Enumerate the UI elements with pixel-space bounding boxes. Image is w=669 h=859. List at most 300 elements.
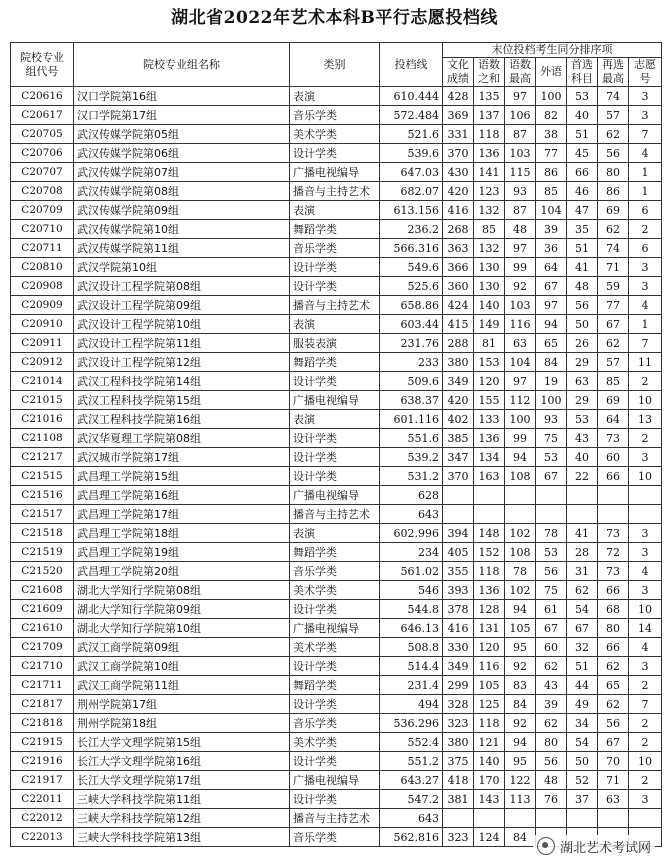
score-cell: 514.4 — [380, 657, 443, 676]
name-cell: 武汉城市学院第17组 — [74, 448, 290, 467]
culture-cell: 360 — [443, 277, 474, 296]
score-cell: 610.444 — [380, 87, 443, 106]
chinese-math-sum-cell: 85 — [474, 220, 505, 239]
choice-no-cell: 3 — [629, 448, 662, 467]
first-subject-cell — [567, 505, 598, 524]
score-cell: 509.6 — [380, 372, 443, 391]
score-cell: 546 — [380, 581, 443, 600]
category-cell: 音乐学类 — [290, 828, 380, 847]
code-cell: C21015 — [11, 391, 74, 410]
category-cell: 美术学类 — [290, 581, 380, 600]
code-cell: C21916 — [11, 752, 74, 771]
chinese-math-max-cell: 115 — [505, 163, 536, 182]
culture-cell: 405 — [443, 543, 474, 562]
chinese-math-sum-cell: 131 — [474, 619, 505, 638]
name-cell: 汉口学院第17组 — [74, 106, 290, 125]
choice-no-cell: 14 — [629, 619, 662, 638]
code-cell: C20912 — [11, 353, 74, 372]
code-cell: C21217 — [11, 448, 74, 467]
table-row — [11, 467, 662, 486]
category-cell: 舞蹈学类 — [290, 676, 380, 695]
choice-no-cell: 2 — [629, 372, 662, 391]
category-cell: 设计学类 — [290, 277, 380, 296]
choice-no-cell: 6 — [629, 201, 662, 220]
name-cell: 武汉传媒学院第06组 — [74, 144, 290, 163]
culture-cell: 378 — [443, 600, 474, 619]
chinese-math-max-cell: 92 — [505, 277, 536, 296]
table-row — [11, 543, 662, 562]
table-row — [11, 771, 662, 790]
table-row — [11, 714, 662, 733]
code-cell: C20911 — [11, 334, 74, 353]
culture-cell: 394 — [443, 524, 474, 543]
table-row — [11, 600, 662, 619]
foreign-lang-cell: 38 — [536, 125, 567, 144]
code-cell: C21917 — [11, 771, 74, 790]
category-cell: 表演 — [290, 315, 380, 334]
score-cell: 536.296 — [380, 714, 443, 733]
score-cell: 638.37 — [380, 391, 443, 410]
foreign-lang-cell: 56 — [536, 752, 567, 771]
reselect-max-cell: 69 — [598, 391, 629, 410]
score-cell: 602.996 — [380, 524, 443, 543]
chinese-math-max-cell: 87 — [505, 201, 536, 220]
first-subject-cell: 54 — [567, 733, 598, 752]
score-cell: 551.6 — [380, 429, 443, 448]
table-row — [11, 258, 662, 277]
chinese-math-sum-cell: 120 — [474, 638, 505, 657]
score-cell: 494 — [380, 695, 443, 714]
first-subject-cell: 37 — [567, 790, 598, 809]
first-subject-cell: 50 — [567, 315, 598, 334]
choice-no-cell: 3 — [629, 87, 662, 106]
name-cell: 武昌理工学院第17组 — [74, 505, 290, 524]
chinese-math-sum-cell: 149 — [474, 315, 505, 334]
name-cell: 武汉工商学院第09组 — [74, 638, 290, 657]
chinese-math-max-cell: 108 — [505, 467, 536, 486]
table-row — [11, 296, 662, 315]
first-subject-cell: 47 — [567, 201, 598, 220]
foreign-lang-cell: 80 — [536, 733, 567, 752]
chinese-math-max-cell: 94 — [505, 733, 536, 752]
culture-cell: 268 — [443, 220, 474, 239]
header-sub-2: 语数最高 — [505, 58, 536, 87]
foreign-lang-cell: 93 — [536, 410, 567, 429]
score-cell: 236.2 — [380, 220, 443, 239]
name-cell: 湖北大学知行学院第10组 — [74, 619, 290, 638]
culture-cell: 331 — [443, 125, 474, 144]
chinese-math-max-cell: 84 — [505, 695, 536, 714]
reselect-max-cell: 63 — [598, 790, 629, 809]
chinese-math-sum-cell: 132 — [474, 239, 505, 258]
chinese-math-sum-cell: 128 — [474, 600, 505, 619]
table-row — [11, 144, 662, 163]
first-subject-cell: 46 — [567, 182, 598, 201]
table-row — [11, 87, 662, 106]
table-row — [11, 220, 662, 239]
score-cell: 521.6 — [380, 125, 443, 144]
first-subject-cell: 31 — [567, 562, 598, 581]
chinese-math-max-cell: 63 — [505, 334, 536, 353]
chinese-math-max-cell: 97 — [505, 87, 536, 106]
score-cell: 525.6 — [380, 277, 443, 296]
table-row — [11, 239, 662, 258]
name-cell: 武汉工程科技学院第16组 — [74, 410, 290, 429]
code-cell: C20810 — [11, 258, 74, 277]
foreign-lang-cell — [536, 486, 567, 505]
foreign-lang-cell: 53 — [536, 448, 567, 467]
choice-no-cell: 2 — [629, 676, 662, 695]
first-subject-cell: 62 — [567, 581, 598, 600]
reselect-max-cell: 56 — [598, 714, 629, 733]
score-cell: 562.816 — [380, 828, 443, 847]
culture-cell — [443, 809, 474, 828]
reselect-max-cell: 74 — [598, 87, 629, 106]
code-cell: C20710 — [11, 220, 74, 239]
culture-cell: 288 — [443, 334, 474, 353]
reselect-max-cell: 69 — [598, 201, 629, 220]
chinese-math-sum-cell: 118 — [474, 125, 505, 144]
chinese-math-sum-cell: 105 — [474, 676, 505, 695]
code-cell: C21517 — [11, 505, 74, 524]
table-row — [11, 695, 662, 714]
chinese-math-max-cell: 100 — [505, 410, 536, 429]
score-cell: 551.2 — [380, 752, 443, 771]
choice-no-cell — [629, 809, 662, 828]
score-cell: 231.76 — [380, 334, 443, 353]
chinese-math-sum-cell: 81 — [474, 334, 505, 353]
culture-cell: 416 — [443, 201, 474, 220]
name-cell: 武汉工商学院第10组 — [74, 657, 290, 676]
category-cell: 广播电视编导 — [290, 486, 380, 505]
category-cell: 服装表演 — [290, 334, 380, 353]
choice-no-cell: 4 — [629, 638, 662, 657]
chinese-math-max-cell: 108 — [505, 543, 536, 562]
choice-no-cell: 1 — [629, 182, 662, 201]
culture-cell: 328 — [443, 695, 474, 714]
category-cell: 设计学类 — [290, 429, 380, 448]
table-row — [11, 201, 662, 220]
code-cell: C21014 — [11, 372, 74, 391]
chinese-math-max-cell — [505, 809, 536, 828]
name-cell: 武昌理工学院第18组 — [74, 524, 290, 543]
reselect-max-cell: 62 — [598, 657, 629, 676]
first-subject-cell: 29 — [567, 353, 598, 372]
reselect-max-cell: 62 — [598, 220, 629, 239]
choice-no-cell: 4 — [629, 296, 662, 315]
code-cell: C20708 — [11, 182, 74, 201]
category-cell: 表演 — [290, 410, 380, 429]
choice-no-cell: 2 — [629, 771, 662, 790]
chinese-math-sum-cell — [474, 505, 505, 524]
chinese-math-sum-cell: 123 — [474, 182, 505, 201]
table-row — [11, 277, 662, 296]
table-row — [11, 638, 662, 657]
first-subject-cell — [567, 809, 598, 828]
table-row — [11, 315, 662, 334]
chinese-math-sum-cell: 121 — [474, 733, 505, 752]
table-row — [11, 619, 662, 638]
code-cell: C21817 — [11, 695, 74, 714]
score-cell: 233 — [380, 353, 443, 372]
category-cell: 广播电视编导 — [290, 771, 380, 790]
culture-cell: 380 — [443, 353, 474, 372]
score-cell: 552.4 — [380, 733, 443, 752]
reselect-max-cell: 73 — [598, 429, 629, 448]
score-cell: 643.27 — [380, 771, 443, 790]
culture-cell: 323 — [443, 714, 474, 733]
chinese-math-max-cell: 116 — [505, 315, 536, 334]
choice-no-cell: 2 — [629, 714, 662, 733]
name-cell: 武汉设计工程学院第11组 — [74, 334, 290, 353]
first-subject-cell: 48 — [567, 277, 598, 296]
first-subject-cell: 53 — [567, 87, 598, 106]
category-cell: 播音与主持艺术 — [290, 809, 380, 828]
first-subject-cell: 43 — [567, 429, 598, 448]
code-cell: C21818 — [11, 714, 74, 733]
culture-cell: 416 — [443, 619, 474, 638]
chinese-math-max-cell: 122 — [505, 771, 536, 790]
reselect-max-cell — [598, 505, 629, 524]
name-cell: 三峡大学科技学院第13组 — [74, 828, 290, 847]
choice-no-cell: 3 — [629, 277, 662, 296]
header-sub-3: 外语 — [536, 58, 567, 87]
foreign-lang-cell — [536, 809, 567, 828]
choice-no-cell: 3 — [629, 258, 662, 277]
culture-cell: 424 — [443, 296, 474, 315]
reselect-max-cell: 57 — [598, 106, 629, 125]
code-cell: C21520 — [11, 562, 74, 581]
header-row-top — [11, 43, 662, 58]
chinese-math-sum-cell: 152 — [474, 543, 505, 562]
reselect-max-cell: 74 — [598, 239, 629, 258]
chinese-math-max-cell: 97 — [505, 372, 536, 391]
culture-cell: 420 — [443, 182, 474, 201]
choice-no-cell: 7 — [629, 125, 662, 144]
category-cell: 设计学类 — [290, 752, 380, 771]
name-cell: 荆州学院第17组 — [74, 695, 290, 714]
code-cell: C20910 — [11, 315, 74, 334]
table-row — [11, 733, 662, 752]
reselect-max-cell: 60 — [598, 448, 629, 467]
chinese-math-sum-cell: 133 — [474, 410, 505, 429]
category-cell: 表演 — [290, 201, 380, 220]
choice-no-cell: 3 — [629, 524, 662, 543]
category-cell: 广播电视编导 — [290, 619, 380, 638]
score-cell: 508.8 — [380, 638, 443, 657]
foreign-lang-cell: 82 — [536, 106, 567, 125]
choice-no-cell: 1 — [629, 163, 662, 182]
category-cell: 设计学类 — [290, 144, 380, 163]
chinese-math-max-cell — [505, 505, 536, 524]
first-subject-cell: 63 — [567, 372, 598, 391]
choice-no-cell: 3 — [629, 790, 662, 809]
table-row — [11, 125, 662, 144]
header-sub-5: 再选最高 — [598, 58, 629, 87]
code-cell: C20617 — [11, 106, 74, 125]
reselect-max-cell — [598, 486, 629, 505]
reselect-max-cell: 62 — [598, 125, 629, 144]
score-cell: 561.02 — [380, 562, 443, 581]
reselect-max-cell: 80 — [598, 619, 629, 638]
foreign-lang-cell: 100 — [536, 87, 567, 106]
table-row — [11, 391, 662, 410]
chinese-math-sum-cell: 118 — [474, 714, 505, 733]
chinese-math-max-cell: 92 — [505, 714, 536, 733]
score-table — [10, 42, 662, 847]
score-cell: 647.03 — [380, 163, 443, 182]
reselect-max-cell: 72 — [598, 543, 629, 562]
chinese-math-max-cell: 112 — [505, 391, 536, 410]
first-subject-cell: 32 — [567, 638, 598, 657]
chinese-math-max-cell: 92 — [505, 657, 536, 676]
culture-cell: 380 — [443, 733, 474, 752]
culture-cell: 375 — [443, 752, 474, 771]
reselect-max-cell: 85 — [598, 372, 629, 391]
foreign-lang-cell: 84 — [536, 353, 567, 372]
foreign-lang-cell: 62 — [536, 714, 567, 733]
header-name: 院校专业组名称 — [74, 43, 290, 87]
reselect-max-cell: 73 — [598, 562, 629, 581]
reselect-max-cell: 73 — [598, 524, 629, 543]
chinese-math-sum-cell: 170 — [474, 771, 505, 790]
score-cell: 628 — [380, 486, 443, 505]
choice-no-cell: 6 — [629, 239, 662, 258]
first-subject-cell: 41 — [567, 258, 598, 277]
first-subject-cell: 40 — [567, 448, 598, 467]
choice-no-cell: 13 — [629, 410, 662, 429]
score-cell: 613.156 — [380, 201, 443, 220]
first-subject-cell: 67 — [567, 619, 598, 638]
chinese-math-max-cell: 95 — [505, 638, 536, 657]
chinese-math-sum-cell: 141 — [474, 163, 505, 182]
culture-cell: 330 — [443, 638, 474, 657]
table-row — [11, 809, 662, 828]
reselect-max-cell: 77 — [598, 296, 629, 315]
chinese-math-max-cell: 94 — [505, 448, 536, 467]
category-cell: 音乐学类 — [290, 239, 380, 258]
chinese-math-max-cell: 84 — [505, 828, 536, 847]
category-cell: 舞蹈学类 — [290, 220, 380, 239]
code-cell: C20909 — [11, 296, 74, 315]
foreign-lang-cell: 100 — [536, 391, 567, 410]
name-cell: 武昌理工学院第19组 — [74, 543, 290, 562]
category-cell: 广播电视编导 — [290, 391, 380, 410]
table-row — [11, 581, 662, 600]
chinese-math-sum-cell: 155 — [474, 391, 505, 410]
code-cell: C21709 — [11, 638, 74, 657]
choice-no-cell: 10 — [629, 752, 662, 771]
table-row — [11, 676, 662, 695]
name-cell: 武汉华夏理工学院第08组 — [74, 429, 290, 448]
header-sub-6: 志愿号 — [629, 58, 662, 87]
code-cell: C20908 — [11, 277, 74, 296]
table-row — [11, 562, 662, 581]
code-cell: C20707 — [11, 163, 74, 182]
code-cell: C21518 — [11, 524, 74, 543]
choice-no-cell: 2 — [629, 429, 662, 448]
name-cell: 武汉设计工程学院第10组 — [74, 315, 290, 334]
name-cell: 湖北大学知行学院第09组 — [74, 600, 290, 619]
choice-no-cell: 2 — [629, 220, 662, 239]
foreign-lang-cell: 85 — [536, 182, 567, 201]
code-cell: C21108 — [11, 429, 74, 448]
name-cell: 武汉工程科技学院第15组 — [74, 391, 290, 410]
first-subject-cell — [567, 486, 598, 505]
culture-cell: 349 — [443, 372, 474, 391]
chinese-math-sum-cell: 124 — [474, 828, 505, 847]
code-cell: C20706 — [11, 144, 74, 163]
category-cell: 设计学类 — [290, 600, 380, 619]
reselect-max-cell: 65 — [598, 676, 629, 695]
score-cell: 539.6 — [380, 144, 443, 163]
table-row — [11, 505, 662, 524]
code-cell: C20709 — [11, 201, 74, 220]
choice-no-cell: 4 — [629, 562, 662, 581]
reselect-max-cell: 67 — [598, 733, 629, 752]
code-cell: C20711 — [11, 239, 74, 258]
name-cell: 武汉设计工程学院第12组 — [74, 353, 290, 372]
score-cell: 234 — [380, 543, 443, 562]
score-cell: 601.116 — [380, 410, 443, 429]
code-cell: C22011 — [11, 790, 74, 809]
score-cell: 539.2 — [380, 448, 443, 467]
foreign-lang-cell: 36 — [536, 239, 567, 258]
table-row — [11, 353, 662, 372]
foreign-lang-cell: 67 — [536, 619, 567, 638]
name-cell: 武汉传媒学院第10组 — [74, 220, 290, 239]
score-cell: 603.44 — [380, 315, 443, 334]
chinese-math-sum-cell: 136 — [474, 581, 505, 600]
culture-cell: 402 — [443, 410, 474, 429]
code-cell: C21608 — [11, 581, 74, 600]
name-cell: 汉口学院第16组 — [74, 87, 290, 106]
name-cell: 武汉传媒学院第09组 — [74, 201, 290, 220]
reselect-max-cell: 64 — [598, 410, 629, 429]
category-cell: 设计学类 — [290, 372, 380, 391]
culture-cell: 430 — [443, 163, 474, 182]
code-cell: C20616 — [11, 87, 74, 106]
foreign-lang-cell: 94 — [536, 315, 567, 334]
table-row — [11, 410, 662, 429]
category-cell: 播音与主持艺术 — [290, 182, 380, 201]
logo-text: 湖北艺术考试网 — [559, 840, 651, 856]
first-subject-cell: 56 — [567, 296, 598, 315]
reselect-max-cell: 57 — [598, 353, 629, 372]
chinese-math-sum-cell — [474, 486, 505, 505]
score-cell: 549.6 — [380, 258, 443, 277]
foreign-lang-cell: 19 — [536, 372, 567, 391]
code-cell: C21516 — [11, 486, 74, 505]
score-cell: 643 — [380, 505, 443, 524]
choice-no-cell — [629, 486, 662, 505]
first-subject-cell: 50 — [567, 752, 598, 771]
choice-no-cell: 4 — [629, 144, 662, 163]
choice-no-cell: 3 — [629, 657, 662, 676]
foreign-lang-cell: 48 — [536, 771, 567, 790]
culture-cell: 381 — [443, 790, 474, 809]
chinese-math-max-cell: 99 — [505, 429, 536, 448]
header-score: 投档线 — [380, 43, 443, 87]
score-cell: 646.13 — [380, 619, 443, 638]
name-cell: 三峡大学科技学院第12组 — [74, 809, 290, 828]
reselect-max-cell: 68 — [598, 600, 629, 619]
table-row — [11, 752, 662, 771]
category-cell: 音乐学类 — [290, 562, 380, 581]
category-cell: 设计学类 — [290, 790, 380, 809]
chinese-math-sum-cell: 135 — [474, 87, 505, 106]
name-cell: 长江大学文理学院第16组 — [74, 752, 290, 771]
